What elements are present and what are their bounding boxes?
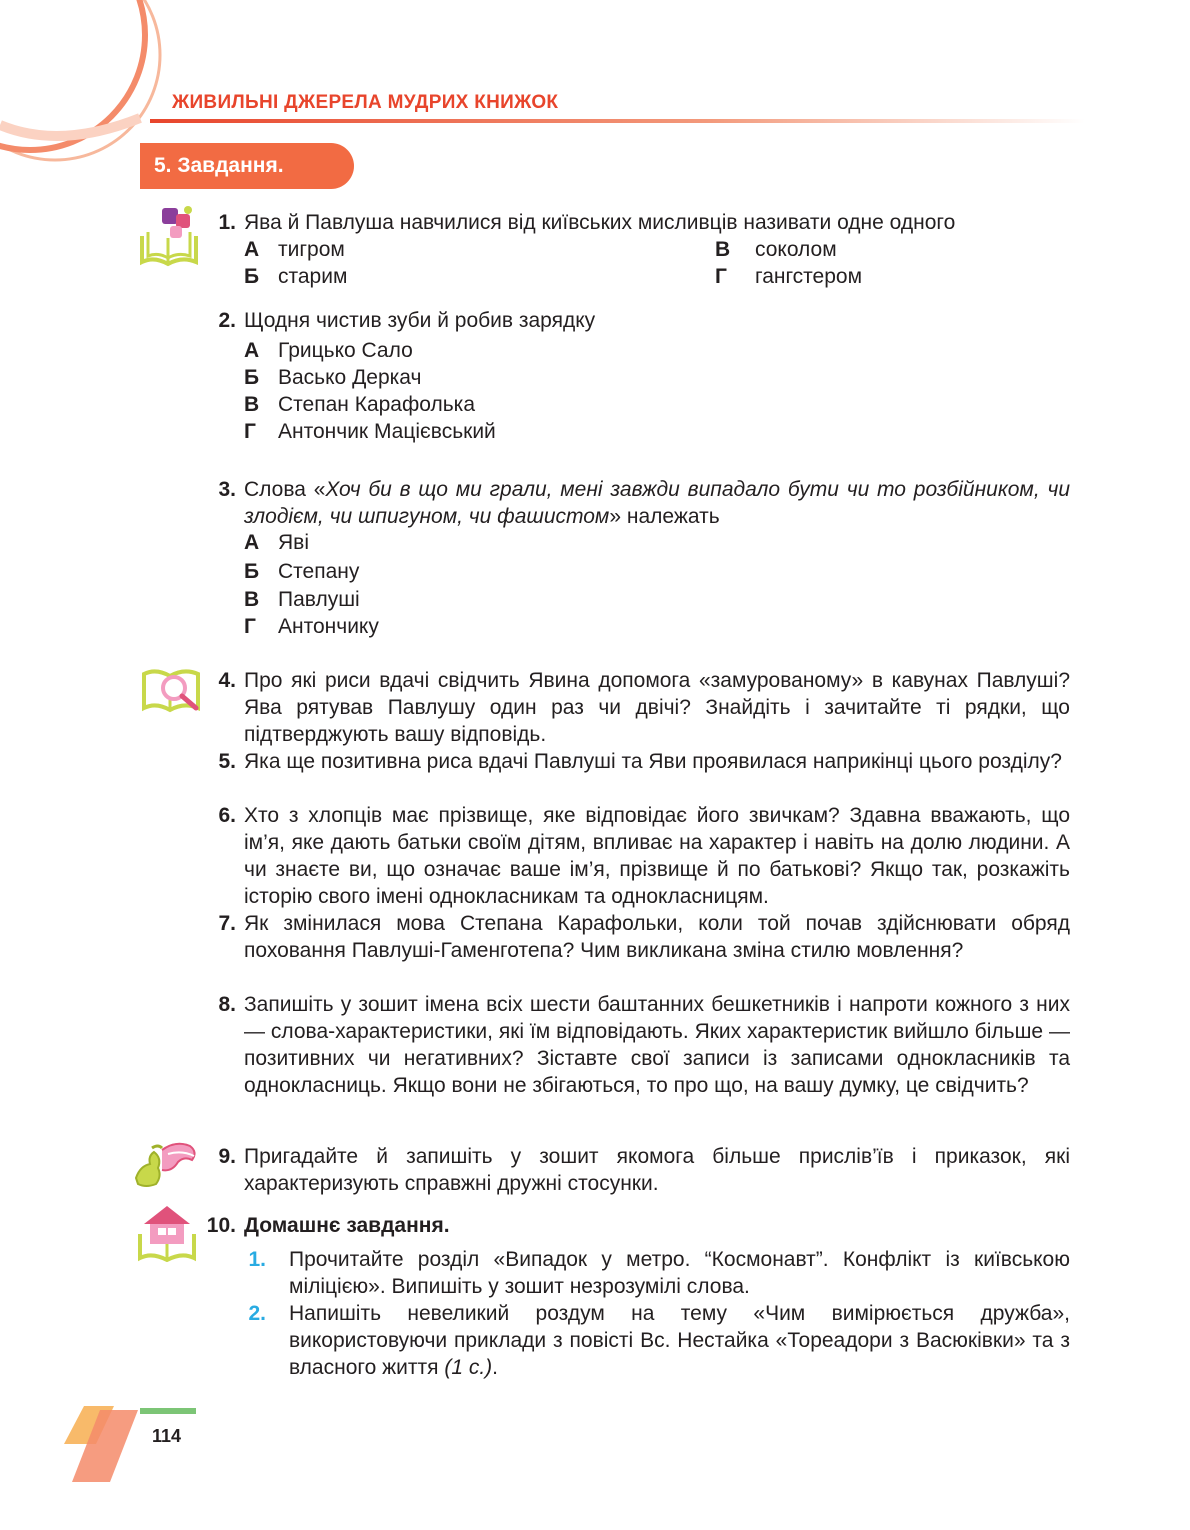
option-c: В Степан Карафолька <box>244 393 475 416</box>
option-a: А тигром <box>244 238 345 261</box>
question-text: Хто з хлопців має прізвище, яке відповідає його звичкам? Здавна вважають, що ім’я, яке дають батьки своїм дітям, впливає на характер і навіть на долю людини. А чи знаєте ви, що означає ваше ім’я, прізвище й по батькові? Якщо так, розкажіть історію свого імені однокласникам та однокласницям. <box>244 804 1070 908</box>
question-number: 4. <box>218 669 236 692</box>
question-number: 10. <box>206 1214 236 1237</box>
question-text: Як змінилася мова Степана Карафольки, коли той почав здійснювати обряд поховання Павлуші-Гаменготепа? Чим викликана зміна стилю мовлення? <box>244 912 1070 962</box>
option-a: А Грицько Сало <box>244 339 413 362</box>
option-d: Г Антончик Мацієвський <box>244 420 496 443</box>
homework-item-number: 1. <box>248 1248 266 1271</box>
option-b: Б Васько Деркач <box>244 366 422 389</box>
option-b: Б старим <box>244 265 348 288</box>
question-text: Ява й Павлуша навчилися від київських мисливців називати одне одного <box>244 211 956 234</box>
quote-text: Хоч би в що ми грали, мені завжди випадало бути чи то розбійником, чи злодієм, чи шпигуном, чи фашистом <box>244 478 1070 528</box>
question-number: 9. <box>218 1145 236 1168</box>
question-number: 3. <box>218 478 236 501</box>
homework-item-text: Напишіть невеликий роздум на тему «Чим вимірюється дружба», використовуючи приклади з повісті Вс. Нестайка «Тореадори з Васюківки» та з власного життя (1 с.). <box>289 1302 1070 1379</box>
home-book-icon <box>136 1204 198 1262</box>
question-text: Пригадайте й запишіть у зошит якомога більше прислів’їв і приказок, які характеризують справжні дружні стосунки. <box>244 1145 1070 1195</box>
question-text: Щодня чистив зуби й робив зарядку <box>244 309 596 332</box>
question-number: 1. <box>218 211 236 234</box>
homework-item-text: Прочитайте розділ «Випадок у метро. “Космонавт”. Конфлікт із київською міліцією». Випишіть у зошит незрозумілі слова. <box>289 1248 1070 1298</box>
question-number: 2. <box>218 309 236 332</box>
option-b: Б Степану <box>244 560 360 583</box>
option-d: Г гангстером <box>715 265 863 288</box>
books-icon <box>138 206 200 268</box>
option-c: В соколом <box>715 238 837 261</box>
homework-item-number: 2. <box>248 1302 266 1325</box>
option-d: Г Антончику <box>244 615 379 638</box>
question-text: Слова «Хоч би в що ми грали, мені завжди випадало бути чи то розбійником, чи злодієм, чи шпигуном, чи фашистом» належать <box>244 478 1070 528</box>
question-number: 7. <box>218 912 236 935</box>
page-number: 114 <box>152 1426 182 1446</box>
pegasus-icon <box>132 1140 204 1192</box>
question-number: 5. <box>218 750 236 773</box>
option-a: А Яві <box>244 531 309 554</box>
question-number: 6. <box>218 804 236 827</box>
running-header: ЖИВИЛЬНІ ДЖЕРЕЛА МУДРИХ КНИЖОК <box>172 92 559 113</box>
question-text: Запишіть у зошит імена всіх шести баштанних бешкетників і напроти кожного з них — слова-характеристики, які їм відповідають. Яких характеристик вийшло більше — позитивних чи негативних? Зіставте свої записи із записами однокласників та однокласниць. Якщо вони не збігаються, то про що, на вашу думку, це свідчить? <box>244 993 1070 1097</box>
question-text: Про які риси вдачі свідчить Явина допомога «замурованому» в кавунах Павлуші? Ява рятував Павлушу один раз чи двічі? Знайдіть і зачитайте ті рядки, що підтверджують вашу відповідь. <box>244 669 1070 746</box>
homework-title: Домашнє завдання. <box>244 1214 450 1237</box>
option-c: В Павлуші <box>244 588 360 611</box>
magnifier-book-icon <box>140 668 204 716</box>
header-divider <box>150 119 1085 123</box>
question-number: 8. <box>218 993 236 1016</box>
question-text: Яка ще позитивна риса вдачі Павлуші та Яви проявилася наприкінці цього розділу? <box>244 750 1062 773</box>
section-title: 5. Завдання. <box>140 143 354 189</box>
